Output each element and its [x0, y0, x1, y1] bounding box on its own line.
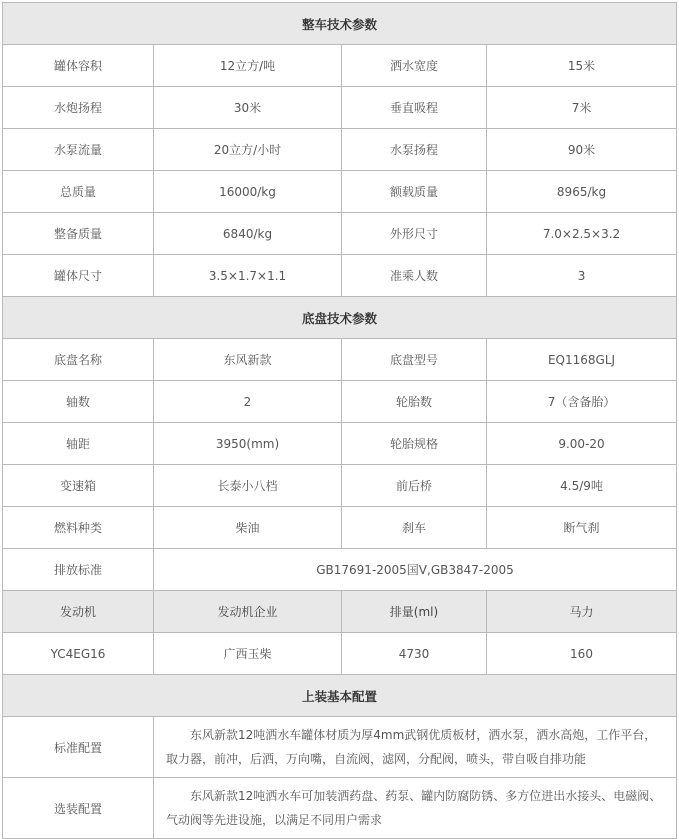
param-label: 水炮扬程 — [3, 87, 154, 129]
param-label: 总质量 — [3, 171, 154, 213]
param-label: 底盘名称 — [3, 339, 154, 381]
param-value: 8965/kg — [487, 171, 677, 213]
param-value: 7米 — [487, 87, 677, 129]
table-row — [3, 423, 677, 465]
spec-table — [2, 2, 677, 839]
optional-text: 东风新款12吨洒水车可加装洒药盘、药泵、罐内防腐防锈、多方位进出水接头、电磁阀、气动阀等先进设施，以满足不同用户需求 — [166, 789, 662, 827]
param-value: 长泰小八档 — [154, 465, 342, 507]
param-label: 底盘型号 — [342, 339, 487, 381]
engine-value: 4730 — [342, 633, 487, 675]
param-value: 7.0×2.5×3.2 — [487, 213, 677, 255]
emission-value: GB17691-2005国Ⅴ,GB3847-2005 — [154, 549, 677, 591]
param-label: 整备质量 — [3, 213, 154, 255]
engine-value-row — [3, 633, 677, 675]
table-row — [3, 465, 677, 507]
param-label: 轴数 — [3, 381, 154, 423]
engine-value: YC4EG16 — [3, 633, 154, 675]
param-value: 30米 — [154, 87, 342, 129]
table-row — [3, 339, 677, 381]
param-value: 东风新款 — [154, 339, 342, 381]
param-value: 断气刹 — [487, 507, 677, 549]
engine-header-row — [3, 591, 677, 633]
table-row — [3, 507, 677, 549]
table-row — [3, 129, 677, 171]
param-value: EQ1168GLJ — [487, 339, 677, 381]
table-row — [3, 255, 677, 297]
param-value: 3.5×1.7×1.1 — [154, 255, 342, 297]
section-title-upper: 上装基本配置 — [3, 675, 677, 717]
table-row — [3, 549, 677, 591]
param-label: 罐体容积 — [3, 45, 154, 87]
config-label-optional: 选装配置 — [3, 778, 154, 839]
param-label: 洒水宽度 — [342, 45, 487, 87]
section-title-chassis: 底盘技术参数 — [3, 297, 677, 339]
config-text-standard — [154, 717, 677, 778]
param-value: 20立方/小时 — [154, 129, 342, 171]
param-value: 15米 — [487, 45, 677, 87]
table-row — [3, 213, 677, 255]
param-value: 柴油 — [154, 507, 342, 549]
config-text-optional — [154, 778, 677, 839]
param-label: 燃料种类 — [3, 507, 154, 549]
param-value: 12立方/吨 — [154, 45, 342, 87]
emission-label: 排放标准 — [3, 549, 154, 591]
param-label: 刹车 — [342, 507, 487, 549]
param-label: 额载质量 — [342, 171, 487, 213]
standard-text: 东风新款12吨洒水车罐体材质为厚4mm武钢优质板材，洒水泵，洒水高炮，工作平台，取力器，前冲，后洒，万向嘴，自流阀，滤网，分配阀，喷头，带自吸自排功能 — [166, 728, 657, 766]
param-label: 轴距 — [3, 423, 154, 465]
param-value: 16000/kg — [154, 171, 342, 213]
engine-header: 发动机 — [3, 591, 154, 633]
param-value: 4.5/9吨 — [487, 465, 677, 507]
param-value: 2 — [154, 381, 342, 423]
table-row — [3, 778, 677, 839]
param-label: 垂直吸程 — [342, 87, 487, 129]
param-label: 前后桥 — [342, 465, 487, 507]
param-value: 6840/kg — [154, 213, 342, 255]
param-value: 90米 — [487, 129, 677, 171]
param-label: 准乘人数 — [342, 255, 487, 297]
section-title-vehicle: 整车技术参数 — [3, 3, 677, 45]
table-row — [3, 381, 677, 423]
table-row — [3, 171, 677, 213]
table-row — [3, 717, 677, 778]
engine-value: 160 — [487, 633, 677, 675]
param-value: 3950(mm) — [154, 423, 342, 465]
table-row — [3, 45, 677, 87]
param-label: 罐体尺寸 — [3, 255, 154, 297]
param-label: 水泵扬程 — [342, 129, 487, 171]
engine-header: 排量(ml) — [342, 591, 487, 633]
engine-value: 广西玉柴 — [154, 633, 342, 675]
param-label: 水泵流量 — [3, 129, 154, 171]
param-label: 轮胎数 — [342, 381, 487, 423]
param-value: 7（含备胎） — [487, 381, 677, 423]
engine-header: 马力 — [487, 591, 677, 633]
config-label-standard: 标准配置 — [3, 717, 154, 778]
param-value: 3 — [487, 255, 677, 297]
param-value: 9.00-20 — [487, 423, 677, 465]
engine-header: 发动机企业 — [154, 591, 342, 633]
table-row — [3, 87, 677, 129]
param-label: 轮胎规格 — [342, 423, 487, 465]
param-label: 变速箱 — [3, 465, 154, 507]
param-label: 外形尺寸 — [342, 213, 487, 255]
